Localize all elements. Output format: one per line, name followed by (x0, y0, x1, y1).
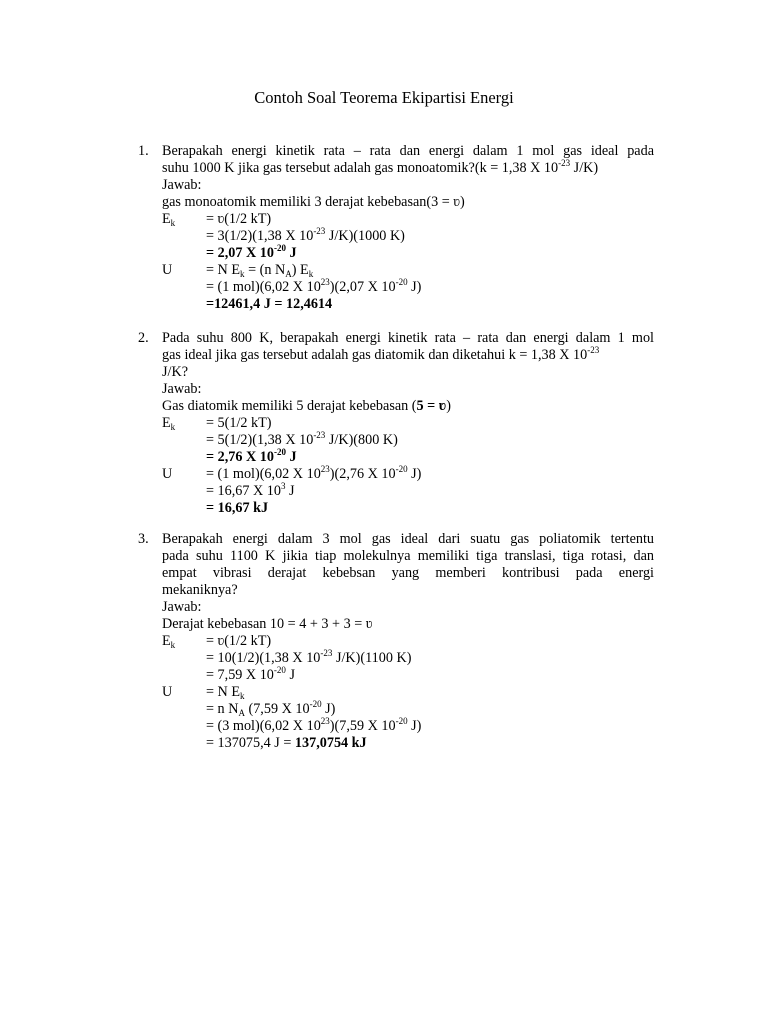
question-line: Berapakah energi kinetik rata – rata dan energi dalam 1 mol gas ideal pada (162, 143, 654, 159)
question-line: pada suhu 1100 K jikia tiap molekulnya memiliki tiga translasi, tiga rotasi, dan (162, 548, 654, 564)
answer-label: Jawab: (162, 599, 202, 615)
ek-result: = 2,76 X $10^{-20}$ J (206, 447, 297, 465)
ek-row: $E_k$ = 5(1/2 kT) (162, 415, 272, 432)
degrees-of-freedom: gas monoatomik memiliki 3 derajat kebebasan(3 = ʋ) (162, 194, 465, 210)
ek-result: = 7,59 X $10^{-20}$ J (206, 665, 295, 683)
u-row: = (3 mol)(6,02 X $10^{23})(7,59$ X $10^{-20}$ J) (206, 716, 422, 734)
ek-row: = 3(1/2)(1,38 X $10^{-23}$ J/K)(1000 K) (206, 226, 405, 244)
problem-body (162, 143, 654, 313)
question-line: J/K? (162, 364, 189, 380)
u-label: U (162, 684, 173, 700)
u-row: U = N $E_k = (n$ $N_A$) $E_k$ (162, 262, 314, 279)
problem-number: 1. (138, 143, 149, 159)
u-label: U (162, 466, 173, 482)
ek-label: $E_k$ (162, 211, 176, 228)
question-line: mekaniknya? (162, 582, 238, 598)
u-result: =12461,4 J = 12,4614 (206, 296, 333, 312)
ek-row: $E_k$ = ʋ(1/2 kT) (162, 211, 272, 228)
ek-row: $E_k$ = ʋ(1/2 kT) (162, 633, 272, 650)
problem-number: 3. (138, 531, 149, 547)
degrees-of-freedom: Gas diatomik memiliki 5 derajat kebebasan (5 = ʋ) (162, 398, 451, 414)
question-line: Berapakah energi dalam 3 mol gas ideal dari suatu gas poliatomik tertentu (162, 531, 654, 547)
ek-label: $E_k$ (162, 415, 176, 432)
u-row: U = N $E_k$ (162, 684, 245, 701)
ek-result: = 2,07 X $10^{-20}$ J (206, 243, 297, 261)
question-line: suhu 1000 K jika gas tersebut adalah gas monoatomik?(k = 1,38 X $10^{-23}$ J/K) (162, 158, 599, 176)
problem-number: 2. (138, 330, 149, 346)
ek-row: = 5(1/2)(1,38 X $10^{-23}$ J/K)(800 K) (206, 430, 398, 448)
answer-label: Jawab: (162, 381, 202, 397)
u-row: = 16,67 X $10^3$ J (206, 481, 295, 499)
problem-body (162, 330, 654, 517)
u-row: = (1 mol)(6,02 X $10^{23})(2,07$ X $10^{-20}$ J) (206, 277, 422, 295)
ek-label: $E_k$ (162, 633, 176, 650)
question-line: gas ideal jika gas tersebut adalah gas diatomik dan diketahui k = 1,38 X $10^{-23}$ (162, 345, 600, 363)
ek-row: = 10(1/2)(1,38 X $10^{-23}$ J/K)(1100 K) (206, 648, 412, 666)
degrees-of-freedom: Derajat kebebasan 10 = 4 + 3 + 3 = ʋ (162, 616, 373, 632)
answer-label: Jawab: (162, 177, 202, 193)
u-row: = n $N_A$ (7,59 X $10^{-20}$ J) (206, 699, 336, 718)
u-row: U = (1 mol)(6,02 X $10^{23})(2,76$ X $10^{-20}$ J) (162, 464, 422, 482)
u-label: U (162, 262, 173, 278)
problem-body (162, 531, 654, 752)
question-line: empat vibrasi derajat kebebsan yang memberi kontribusi pada energi (162, 565, 654, 581)
u-result: = 16,67 kJ (206, 500, 269, 516)
u-result: = 137075,4 J = 137,0754 kJ (206, 735, 367, 751)
question-line: Pada suhu 800 K, berapakah energi kinetik rata – rata dan energi dalam 1 mol (162, 330, 654, 346)
page-title: Contoh Soal Teorema Ekipartisi Energi (254, 88, 514, 107)
